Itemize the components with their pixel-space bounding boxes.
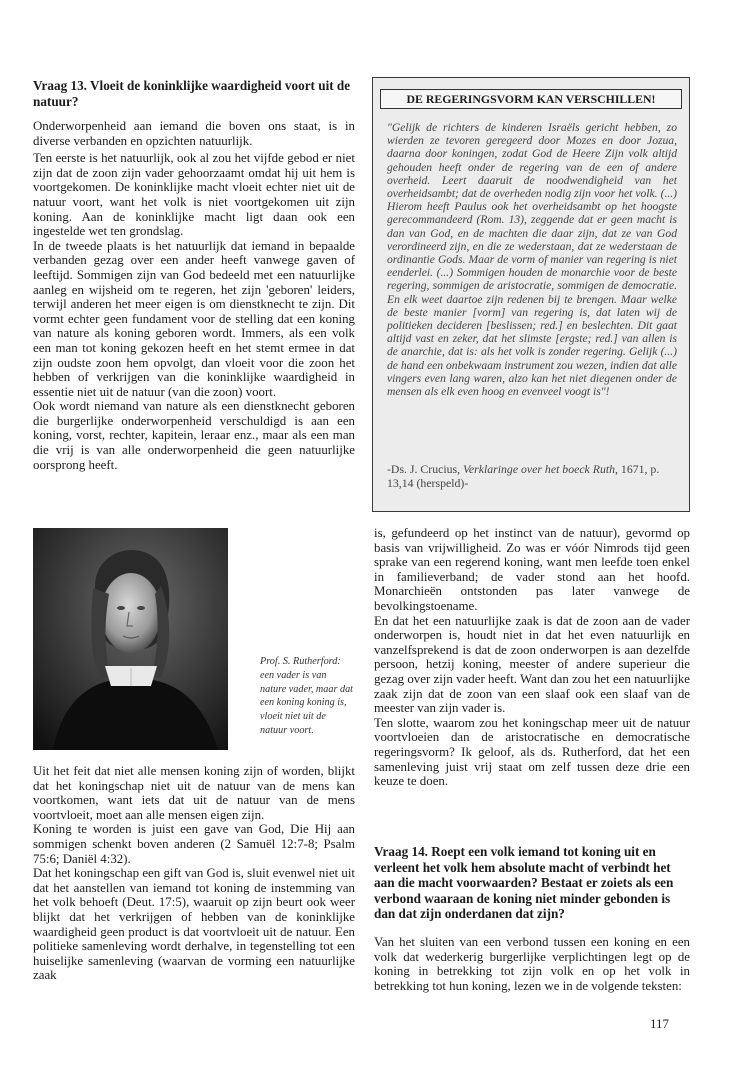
portrait-photo	[33, 528, 228, 750]
paragraph: In de tweede plaats is het natuurlijk dat iemand in bepaalde verbanden gezag over een ander heeft vanwege gaven of leeftijd. Sommigen zijn van God bedeeld met een natuurlijke aanleg en wijsheid om te regeren, het zijn 'geboren' leiders, terwijl anderen het meer eigen is om dienstknecht te zijn. Dit vormt echter geen fundament voor de stelling dat een koning van nature als koning geboren wordt. Immers, als een volk een man tot koning gekozen heeft en het stemt ermee in dat zijn oudste zoon hem opvolgt, dan vloeit voor die zoon het hebben of verkrijgen van die koninklijke waardigheid in essentie niet uit de natuur (van die zoon) voort.	[33, 238, 355, 399]
paragraph: Ten eerste is het natuurlijk, ook al zou het vijfde gebod er niet zijn dat de zoon zijn vader gehoorzaamt omdat hij uit hem is voortgekomen. De koninklijke macht vloeit echter niet uit de natuur voort, want het volk is niet voortgekomen uit zijn koning. Aan de koninklijke macht ligt daan ook een ingestelde wet ten grondslag.	[33, 151, 355, 239]
paragraph: En dat het een natuurlijke zaak is dat de zoon aan de vader onderworpen is, houdt niet in dat het even natuurlijk en vanzelfsprekend is dat de zoon onderworpen is aan dezelfde persoon, hetzij koning, meester of andere superieur die gezag over zijn vader heeft. Want dan zou het een natuurlijke zaak zijn dat de zoon van een slaaf ook een slaaf van de meester van zijn vader is.	[374, 613, 690, 716]
question-13-body	[33, 119, 355, 472]
sidebar-box	[372, 77, 690, 512]
question-13-body-right	[374, 526, 690, 789]
paragraph: Dat het koningschap een gift van God is, sluit evenwel niet uit dat het aanstellen van iemand tot koning de instemming van het volk behoeft (Deut. 17:5), waaruit op zijn beurt ook weer blijkt dat het verkrijgen of hebben van de koninklijke waardigheid geen product is dat voortvloeit uit de natuur. Een politieke samenleving wordt derhalve, in tegenstelling tot een huiselijke samenleving (waarvan de vorming een natuurlijke zaak	[33, 866, 355, 983]
paragraph: is, gefundeerd op het instinct van de natuur), gevormd op basis van vrijwilligheid. Zo was er vóór Nimrods tijd geen sprake van een regerend koning, want men leefde toen enkel in familieverband; de vader stond aan het hoofd. Monarchieën ontstonden pas later vanwege de bevolkingstoename.	[374, 526, 690, 613]
portrait-caption: Prof. S. Rutherford: een vader is van nature vader, maar dat een koning koning is, vloeit niet uit de natuur voort.	[260, 656, 353, 736]
paragraph: Koning te worden is juist een gave van God, Die Hij aan sommigen schenkt boven anderen (2 Samuël 12:7-8; Psalm 75:6; Daniël 4:32).	[33, 822, 355, 866]
paragraph: Onderworpenheid aan iemand die boven ons staat, is in diverse verbanden en opzichten natuurlijk.	[33, 119, 355, 148]
paragraph: Ten slotte, waarom zou het koningschap meer uit de natuur voortvloeien dan de aristocratische en democratische regeringsvorm? Ik geloof, als ds. Rutherford, dat het een samenleving juist vrij staat om zelf tussen deze drie een keuze te doen.	[374, 715, 690, 789]
paragraph: Uit het feit dat niet alle mensen koning zijn of worden, blijkt dat het koningschap niet uit de natuur van de mens kan voortkomen, want iets dat uit de natuur van de mens voortvloeit, moet aan alle mensen eigen zijn.	[33, 764, 355, 822]
paragraph: Van het sluiten van een verbond tussen een koning en een volk dat wederkerig burgerlijke verplichtingen legt op de koning in betrekking tot zijn volk en op het volk in betrekking tot hun koning, lezen we in de volgende teksten:	[374, 935, 690, 993]
question-13-heading: Vraag 13. Vloeit de koninklijke waardigheid voort uit de natuur?	[33, 78, 351, 109]
citation-author: -Ds. J. Crucius,	[387, 462, 464, 476]
paragraph: Ook wordt niemand van nature als een dienstknecht geboren die burgerlijke onderworpenheid verschuldigd is aan een koning, vorst, rechter, kapitein, leraar enz., maar als een man die vrij is van alle onderworpenheid die geen natuurlijke oorsprong heeft.	[33, 399, 355, 472]
sidebar-citation	[387, 462, 677, 490]
citation-title: Verklaringe over het boeck Ruth	[463, 462, 616, 476]
question-13-body-continued	[33, 764, 355, 983]
page-number: 117	[650, 1016, 670, 1031]
question-14-heading: Vraag 14. Roept een volk iemand tot koning uit en verleent het volk hem absolute macht of verbindt het aan die macht voorwaarden? Bestaat er zoiets als een verbond waaraan de koning niet minder gebonden is dan dat zijn onderdanen dat zijn?	[374, 844, 674, 922]
question-14-body	[374, 935, 690, 993]
sidebar-box-title: DE REGERINGSVORM KAN VERSCHILLEN!	[380, 89, 682, 109]
citation-pages: , 1671, p. 13,14 (herspeld)-	[387, 462, 660, 490]
sidebar-quote: "Gelijk de richters de kinderen Israëls gericht hebben, zo wierden ze tevoren geregeerd door Mozes en door Jozua, daarna door koningen, zodat God de Heere Zijn volk altijd gehouden heeft onder de regering van de een of andere overheid. Leert daaruit de noodwendigheid van het overheidsambt; dat de overheden nodig zijn voor het volk. (...) Hierom heeft Paulus ook het overheidsambt op het hoogste gerecommandeerd (Rom. 13), zeggende dat er geen macht is dan van God, en de machten die daar zijn, dat ze van God verordineerd zijn, en die ze wederstaan, dat ze wederstaan de ordinantie Gods. Maar de vorm of manier van regering is niet eenderlei. (...) Sommigen houden de monarchie voor de beste regering, sommigen de aristocratie, sommigen de democratie. En elk weet daartoe zijn redenen bij te brengen. Maar welke de beste manier [vorm] van regering is, dat laten wij de politieken decideren [beslissen; red.] en beslechten. Dit gaat altijd vast en zeker, dat het slimste [ergste; red.] van allen is de anarchie, dat is: als het volk is zonder regering. Gelijk (...) de hand een onbekwaam instrument zou wezen, indien dat alle vingers even lang waren, alzo kan het niet diegenen onder de mensen als elk even hoog en evenveel voogt is"!	[387, 121, 677, 399]
portrait-illustration	[33, 528, 228, 750]
